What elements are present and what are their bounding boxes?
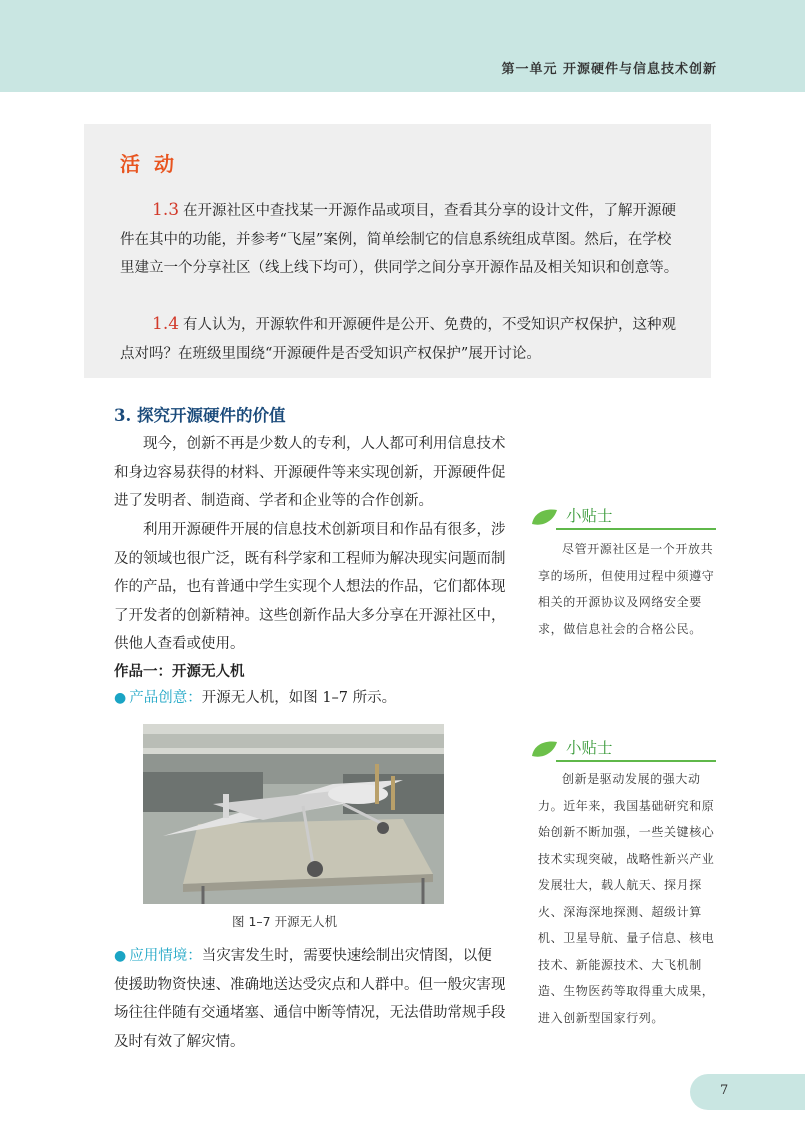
bullet-dot-icon: ●	[114, 690, 127, 706]
product-idea-label: 产品创意：	[129, 690, 202, 706]
tip-title: 小贴士	[566, 507, 613, 525]
application-text: 当灾害发生时，需要快速绘制出灾情图，以便使援助物资快速、准确地送达受灾点和人群中。但一般灾害现场往往伴随有交通堵塞、通信中断等情况，无法借助常规手段及时有效了解灾情。	[114, 948, 506, 1050]
body-paragraph-2: 利用开源硬件开展的信息技术创新项目和作品有很多，涉及的领域也很广泛，既有科学家和工程师为解决现实问题而制作的产品，也有普通中学生实现个人想法的作品，它们都体现了开发者的创新精神。这些创新作品大多分享在开源社区中，供他人查看或使用。	[114, 522, 506, 652]
activity-number: 1.3	[152, 200, 180, 220]
tip-header	[530, 736, 720, 762]
activity-number: 1.4	[152, 314, 180, 334]
application-label: 应用情境：	[129, 948, 202, 964]
activity-text: 有人认为，开源软件和开源硬件是公开、免费的，不受知识产权保护，这种观点对吗？在班级里围绕“开源硬件是否受知识产权保护”展开讨论。	[120, 317, 677, 362]
tip-underline	[556, 528, 716, 530]
tip-text: 尽管开源社区是一个开放共享的场所，但使用过程中须遵守相关的开源协议及网络安全要求，做信息社会的合格公民。	[538, 542, 715, 636]
chapter-title: 第一单元 开源硬件与信息技术创新	[501, 62, 717, 77]
activity-item-1-4	[120, 310, 682, 368]
drone-illustration	[143, 724, 444, 904]
product-idea-line	[114, 684, 514, 713]
body-paragraph-1: 现今，创新不再是少数人的专利，人人都可利用信息技术和身边容易获得的材料、开源硬件等来实现创新，开源硬件促进了发明者、制造商、学者和企业等的合作创新。	[114, 436, 506, 509]
application-paragraph	[114, 942, 506, 1056]
activity-item-1-3	[120, 196, 682, 283]
tip-text: 创新是驱动发展的强大动力。近年来，我国基础研究和原始创新不断加强，一些关键核心技术实现突破，战略性新兴产业发展壮大，载人航天、探月探火、深海深地探测、超级计算机、卫星导航、量子信息、核电技术、新能源技术、大飞机制造、生物医药等取得重大成果，进入创新型国家行列。	[538, 772, 715, 1025]
product-idea-text: 开源无人机，如图 1–7 所示。	[201, 690, 397, 706]
activity-text: 在开源社区中查找某一开源作品或项目，查看其分享的设计文件，了解开源硬件在其中的功能，并参考“飞屋”案例，简单绘制它的信息系统组成草图。然后，在学校里建立一个分享社区（线上线下均可），供同学之间分享开源作品及相关知识和创意等。	[120, 203, 679, 276]
activity-box	[84, 124, 711, 378]
tip-box-2	[530, 736, 720, 1025]
figure-caption: 图 1–7 开源无人机	[232, 914, 338, 929]
header-band	[0, 0, 805, 92]
tip-title: 小贴士	[566, 739, 613, 757]
page-number: 7	[720, 1083, 729, 1098]
work-title: 作品一：开源无人机	[114, 663, 245, 680]
tip-header	[530, 504, 720, 530]
activity-title: 活动	[120, 152, 188, 176]
leaf-icon	[530, 506, 558, 528]
tip-box-1	[530, 504, 720, 636]
section-title: 3. 探究开源硬件的价值	[114, 406, 286, 425]
tip-underline	[556, 760, 716, 762]
page-number-tab	[690, 1074, 805, 1110]
bullet-dot-icon: ●	[114, 948, 127, 964]
leaf-icon	[530, 738, 558, 760]
drone-photo	[143, 724, 444, 904]
